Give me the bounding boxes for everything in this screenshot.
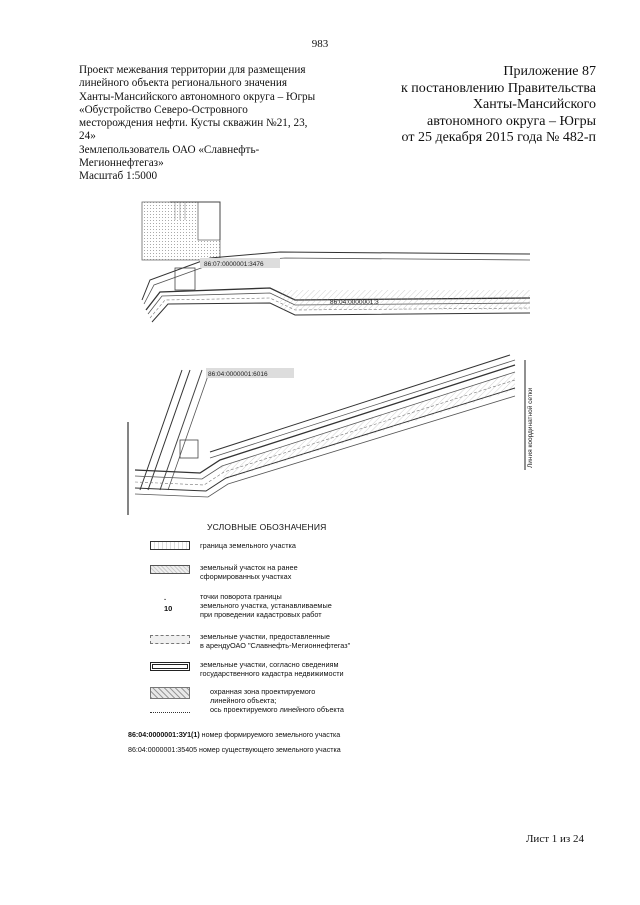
- legend-code-row: 86:04:0000001:35405 номер существующего земельного участка: [128, 746, 341, 754]
- project-line: месторождения нефти. Кусты скважин №21, 23,: [79, 117, 308, 130]
- parcel-boundary-swatch: [150, 541, 190, 550]
- lower-map-fragment: [128, 355, 534, 515]
- parcel-label: 86:07:0000001:3476: [204, 261, 264, 268]
- appendix-line: автономного округа – Югры: [427, 113, 596, 129]
- parcel-label: 86:04:0000001:3: [330, 299, 379, 306]
- project-line: линейного объекта регионального значения: [79, 77, 288, 90]
- project-line: Масштаб 1:5000: [79, 170, 158, 183]
- page-number: 983: [311, 38, 329, 50]
- parcel-label: 86:04:0000001:6016: [208, 371, 268, 378]
- legend-code-row: 86:04:0000001:ЗУ1(1) номер формируемого земельного участка: [128, 731, 341, 739]
- project-info: [79, 64, 339, 184]
- project-line: «Обустройство Северо-Островного: [79, 103, 248, 116]
- project-line: 24»: [79, 130, 96, 143]
- project-line: Ханты-Мансийского автономного округа – Югры: [79, 90, 316, 103]
- project-line: Землепользователь ОАО «Славнефть-: [79, 143, 260, 156]
- leased-parcel-swatch: [150, 635, 190, 644]
- turning-point-marker: · 10: [164, 595, 173, 613]
- cadastre-parcel-swatch: [150, 662, 190, 671]
- axis-line-swatch: [150, 712, 190, 713]
- protection-zone-swatch: [150, 687, 190, 699]
- appendix-line: Ханты-Мансийского: [472, 97, 596, 112]
- cadastral-map: [120, 190, 540, 520]
- appendix-heading: [316, 64, 596, 147]
- project-line: Мегионнефтегаз»: [79, 157, 164, 170]
- legend-title: УСЛОВНЫЕ ОБОЗНАЧЕНИЯ: [207, 522, 327, 532]
- appendix-line: к постановлению Правительства: [400, 80, 596, 96]
- appendix-line: от 25 декабря 2015 года № 482-п: [401, 130, 596, 145]
- previous-parcel-swatch: [150, 565, 190, 574]
- sheet-number: Лист 1 из 24: [525, 833, 584, 845]
- appendix-line: Приложение 87: [503, 64, 596, 79]
- project-line: Проект межевания территории для размещения: [79, 64, 306, 76]
- grid-line-label: Линия координатной сетки: [527, 387, 534, 468]
- upper-map-fragment: [142, 202, 530, 322]
